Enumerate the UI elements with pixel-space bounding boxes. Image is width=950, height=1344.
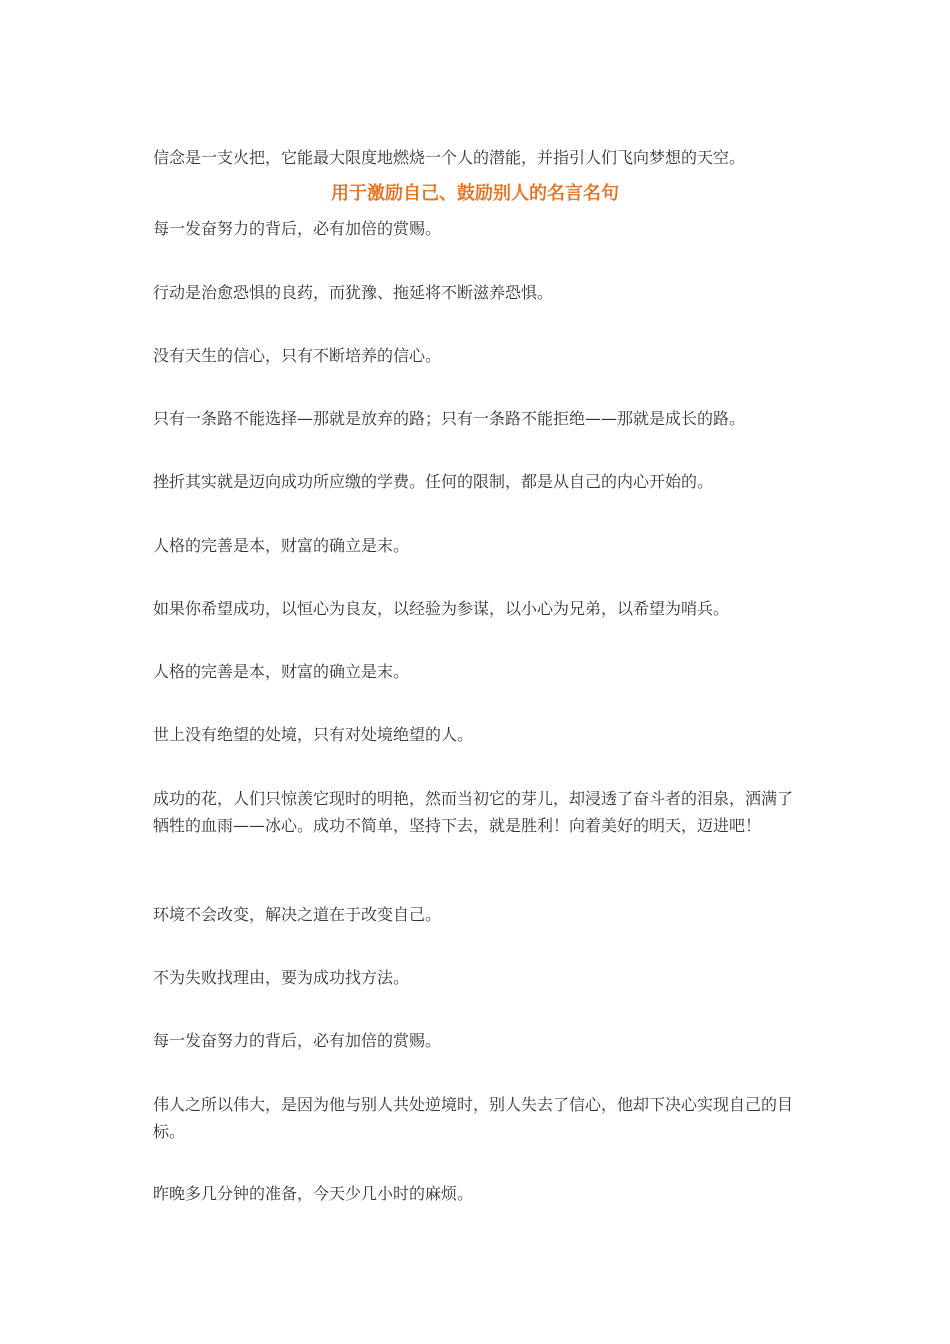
quote-paragraph: 挫折其实就是迈向成功所应缴的学费。任何的限制，都是从自己的内心开始的。 xyxy=(153,472,714,491)
quote-paragraph: 伟人之所以伟大，是因为他与别人共处逆境时，别人失去了信心，他却下决心实现自己的目标。 xyxy=(153,1095,794,1141)
quote-paragraph: 每一发奋努力的背后，必有加倍的赏赐。 xyxy=(153,1031,442,1050)
quote-paragraph: 不为失败找理由，要为成功找方法。 xyxy=(153,968,410,987)
quote-paragraph: 如果你希望成功，以恒心为良友，以经验为参谋，以小心为兄弟，以希望为哨兵。 xyxy=(153,599,730,618)
quote-paragraph: 只有一条路不能选择—那就是放弃的路；只有一条路不能拒绝——那就是成长的路。 xyxy=(153,409,746,428)
quote-paragraph: 人格的完善是本，财富的确立是末。 xyxy=(153,536,410,555)
quote-paragraph: 人格的完善是本，财富的确立是末。 xyxy=(153,662,410,681)
quote-paragraph: 成功的花，人们只惊羡它现时的明艳，然而当初它的芽儿，却浸透了奋斗者的泪泉，洒满了牺牲的血雨——冰心。成功不简单，坚持下去，就是胜利！向着美好的明天，迈进吧！ xyxy=(153,789,794,835)
section-heading: 用于激励自己、鼓励别人的名言名句 xyxy=(331,183,619,204)
intro-paragraph: 信念是一支火把，它能最大限度地燃烧一个人的潜能，并指引人们飞向梦想的天空。 xyxy=(153,148,746,167)
quote-paragraph: 行动是治愈恐惧的良药，而犹豫、拖延将不断滋养恐惧。 xyxy=(153,283,554,302)
quote-paragraph: 昨晚多几分钟的准备，今天少几小时的麻烦。 xyxy=(153,1184,474,1203)
quote-paragraph: 世上没有绝望的处境，只有对处境绝望的人。 xyxy=(153,725,474,744)
quote-paragraph: 每一发奋努力的背后，必有加倍的赏赐。 xyxy=(153,219,442,238)
quote-paragraph: 环境不会改变，解决之道在于改变自己。 xyxy=(153,905,442,924)
quote-paragraph: 没有天生的信心，只有不断培养的信心。 xyxy=(153,346,442,365)
